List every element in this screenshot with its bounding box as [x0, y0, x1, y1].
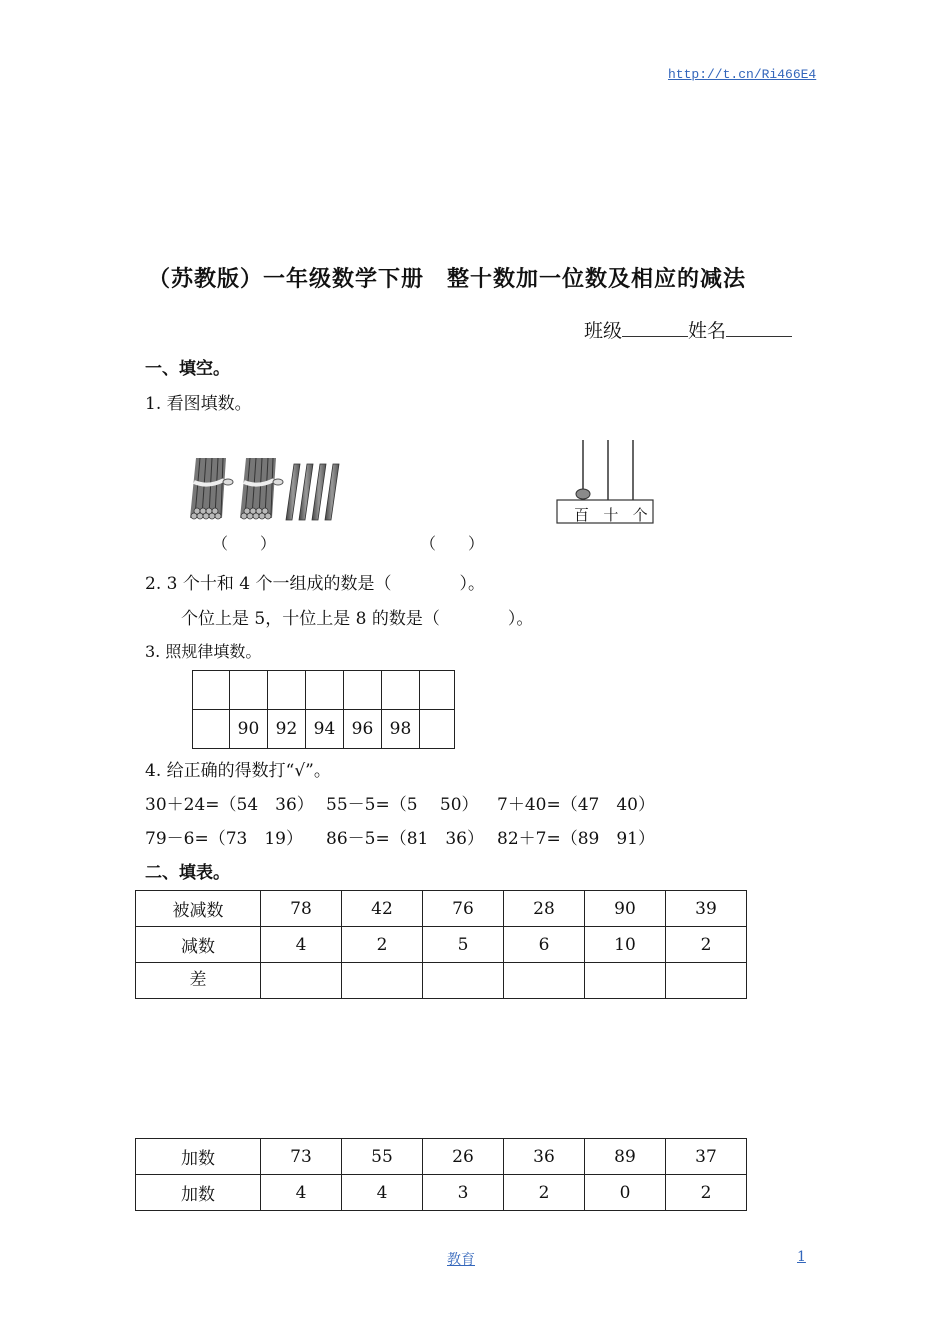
abacus-label-ones: 个 — [632, 506, 648, 524]
pattern-cell[interactable] — [420, 710, 455, 749]
table-cell: 78 — [261, 891, 342, 927]
table-cell: 6 — [504, 927, 585, 963]
class-blank[interactable] — [622, 320, 688, 337]
q4-label: 4. 给正确的得数打“√”。 — [145, 761, 331, 781]
answer-cell[interactable] — [504, 963, 585, 999]
table-cell: 89 — [585, 1139, 666, 1175]
pattern-cell[interactable] — [268, 671, 306, 710]
q1-answer-sticks[interactable]: （ ） — [212, 534, 277, 553]
table-cell: 55 — [342, 1139, 423, 1175]
table-cell: 2 — [666, 1175, 747, 1211]
abacus-bead — [576, 489, 590, 499]
table-cell: 73 — [261, 1139, 342, 1175]
pattern-cell[interactable] — [306, 671, 344, 710]
name-blank[interactable] — [726, 320, 792, 337]
table-cell: 2 — [666, 927, 747, 963]
q4-item[interactable]: 55－5=（5 50） — [326, 795, 479, 815]
row-header: 差 — [136, 963, 261, 999]
pattern-cell[interactable] — [344, 671, 382, 710]
q3-label: 3. 照规律填数。 — [145, 642, 262, 661]
pattern-cell: 98 — [382, 710, 420, 749]
pattern-table — [192, 670, 455, 749]
table-cell: 2 — [342, 927, 423, 963]
bundle-of-ten-2 — [240, 458, 283, 519]
pattern-cell[interactable] — [382, 671, 420, 710]
table-cell: 39 — [666, 891, 747, 927]
table-cell: 3 — [423, 1175, 504, 1211]
bundled-sticks-illustration — [186, 452, 356, 524]
student-info — [584, 316, 792, 343]
table-cell: 26 — [423, 1139, 504, 1175]
class-label: 班级 — [584, 320, 623, 342]
section1-heading: 一、填空。 — [145, 359, 230, 379]
q4-item[interactable]: 30＋24=（54 36） — [145, 795, 314, 815]
footer-link[interactable]: 教育 — [447, 1252, 475, 1268]
table-cell: 2 — [504, 1175, 585, 1211]
q1-answer-abacus[interactable]: （ ） — [420, 534, 485, 553]
q2-line2: 个位上是 5，十位上是 8 的数是（ ）。 — [181, 609, 534, 629]
row-header: 减数 — [136, 927, 261, 963]
table-cell: 42 — [342, 891, 423, 927]
q2-line1: 2. 3 个十和 4 个一组成的数是（ ）。 — [145, 574, 485, 594]
q4-item[interactable]: 86－5=（81 36） — [326, 829, 484, 849]
abacus-label-tens: 十 — [603, 506, 619, 524]
single-sticks — [286, 464, 339, 520]
table-cell: 90 — [585, 891, 666, 927]
q4-item[interactable]: 7＋40=（47 40） — [497, 795, 655, 815]
pattern-cell[interactable] — [193, 710, 230, 749]
answer-cell[interactable] — [666, 963, 747, 999]
row-header: 加数 — [136, 1139, 261, 1175]
answer-cell[interactable] — [585, 963, 666, 999]
answer-cell[interactable] — [423, 963, 504, 999]
table-cell: 37 — [666, 1139, 747, 1175]
bundle-of-ten-1 — [190, 458, 233, 519]
table-cell: 36 — [504, 1139, 585, 1175]
row-header: 加数 — [136, 1175, 261, 1211]
table-cell: 4 — [261, 1175, 342, 1211]
pattern-cell: 92 — [268, 710, 306, 749]
page-number: 1 — [797, 1249, 806, 1265]
section2-heading: 二、填表。 — [145, 863, 230, 883]
table-cell: 5 — [423, 927, 504, 963]
q4-item[interactable]: 79－6=（73 19） — [145, 829, 303, 849]
page-title: （苏教版）一年级数学下册 整十数加一位数及相应的减法 — [148, 266, 747, 292]
abacus-label-hundreds: 百 — [574, 506, 590, 524]
row-header: 被减数 — [136, 891, 261, 927]
table-cell: 28 — [504, 891, 585, 927]
addition-table — [135, 1138, 747, 1211]
answer-cell[interactable] — [342, 963, 423, 999]
answer-cell[interactable] — [261, 963, 342, 999]
q4-item[interactable]: 82＋7=（89 91） — [497, 829, 655, 849]
subtraction-table — [135, 890, 747, 999]
pattern-cell[interactable] — [193, 671, 230, 710]
table-cell: 76 — [423, 891, 504, 927]
abacus-labels — [574, 504, 648, 525]
pattern-cell: 96 — [344, 710, 382, 749]
pattern-cell[interactable] — [420, 671, 455, 710]
table-cell: 0 — [585, 1175, 666, 1211]
pattern-cell: 90 — [230, 710, 268, 749]
name-label: 姓名 — [688, 320, 727, 342]
header-link[interactable]: http://t.cn/Ri466E4 — [668, 67, 817, 82]
table-cell: 10 — [585, 927, 666, 963]
table-cell: 4 — [342, 1175, 423, 1211]
table-cell: 4 — [261, 927, 342, 963]
pattern-cell[interactable] — [230, 671, 268, 710]
pattern-cell: 94 — [306, 710, 344, 749]
q1-label: 1. 看图填数。 — [145, 394, 252, 414]
